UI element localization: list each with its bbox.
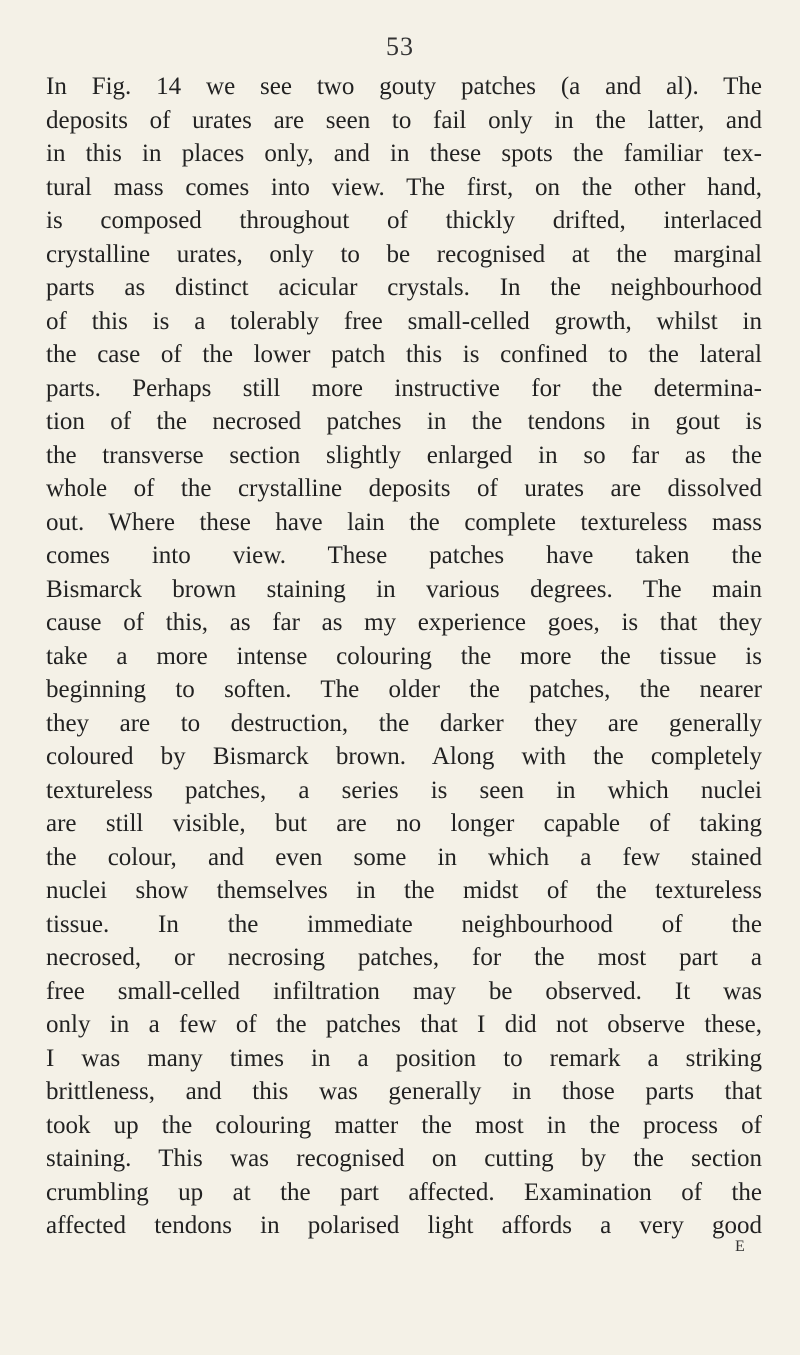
text-line: cause of this, as far as my experience goes, is that they <box>46 609 762 636</box>
text-line: the transverse section slightly enlarged in so far as the <box>46 441 762 469</box>
text-line: I was many times in a position to remark a striking <box>46 1044 762 1072</box>
text-line: the case of the lower patch this is confined to the lateral <box>46 341 762 368</box>
text-line: deposits of urates are seen to fail only in the latter, and <box>46 106 762 134</box>
text-line: crumbling up at the part affected. Examination of the <box>46 1178 762 1206</box>
text-line: the colour, and even some in which a few stained <box>46 843 762 871</box>
text-line: textureless patches, a series is seen in which nuclei <box>46 776 762 804</box>
text-line: affected tendons in polarised light affords a very good <box>46 1212 762 1239</box>
text-line: tural mass comes into view. The first, on the other hand, <box>46 173 762 201</box>
text-line: brittleness, and this was generally in those parts that <box>46 1078 762 1105</box>
body-text <box>46 70 762 1243</box>
text-line: of this is a tolerably free small-celled growth, whilst in <box>46 307 762 335</box>
text-line: parts as distinct acicular crystals. In the neighbourhood <box>46 274 762 301</box>
text-line: Bismarck brown staining in various degrees. The main <box>46 575 762 603</box>
signature-mark: E <box>735 1238 745 1255</box>
text-line: is composed throughout of thickly drifted, interlaced <box>46 207 762 234</box>
text-line: parts. Perhaps still more instructive for the determina- <box>46 374 762 402</box>
page-number: 53 <box>386 32 414 61</box>
text-line: coloured by Bismarck brown. Along with the completely <box>46 743 762 770</box>
text-line: In Fig. 14 we see two gouty patches (a and al). The <box>46 73 762 100</box>
text-line: necrosed, or necrosing patches, for the most part a <box>46 944 762 971</box>
text-line: nuclei show themselves in the midst of the textureless <box>46 877 762 904</box>
text-line: crystalline urates, only to be recognised at the marginal <box>46 240 762 268</box>
text-line: whole of the crystalline deposits of urates are dissolved <box>46 475 762 502</box>
text-line: take a more intense colouring the more the tissue is <box>46 642 762 670</box>
text-line: staining. This was recognised on cutting by the section <box>46 1145 762 1172</box>
text-line: tissue. In the immediate neighbourhood of the <box>46 910 762 938</box>
text-line: only in a few of the patches that I did not observe these, <box>46 1011 762 1038</box>
text-line: took up the colouring matter the most in the process of <box>46 1111 762 1139</box>
text-line: they are to destruction, the darker they are generally <box>46 709 762 737</box>
text-line: are still visible, but are no longer capable of taking <box>46 810 762 837</box>
text-line: comes into view. These patches have taken the <box>46 542 762 569</box>
text-line: tion of the necrosed patches in the tendons in gout is <box>46 408 762 435</box>
text-line: beginning to soften. The older the patches, the nearer <box>46 676 762 703</box>
text-line: out. Where these have lain the complete textureless mass <box>46 508 762 536</box>
text-line: in this in places only, and in these spots the familiar tex- <box>46 140 762 167</box>
text-line: free small-celled infiltration may be observed. It was <box>46 977 762 1005</box>
